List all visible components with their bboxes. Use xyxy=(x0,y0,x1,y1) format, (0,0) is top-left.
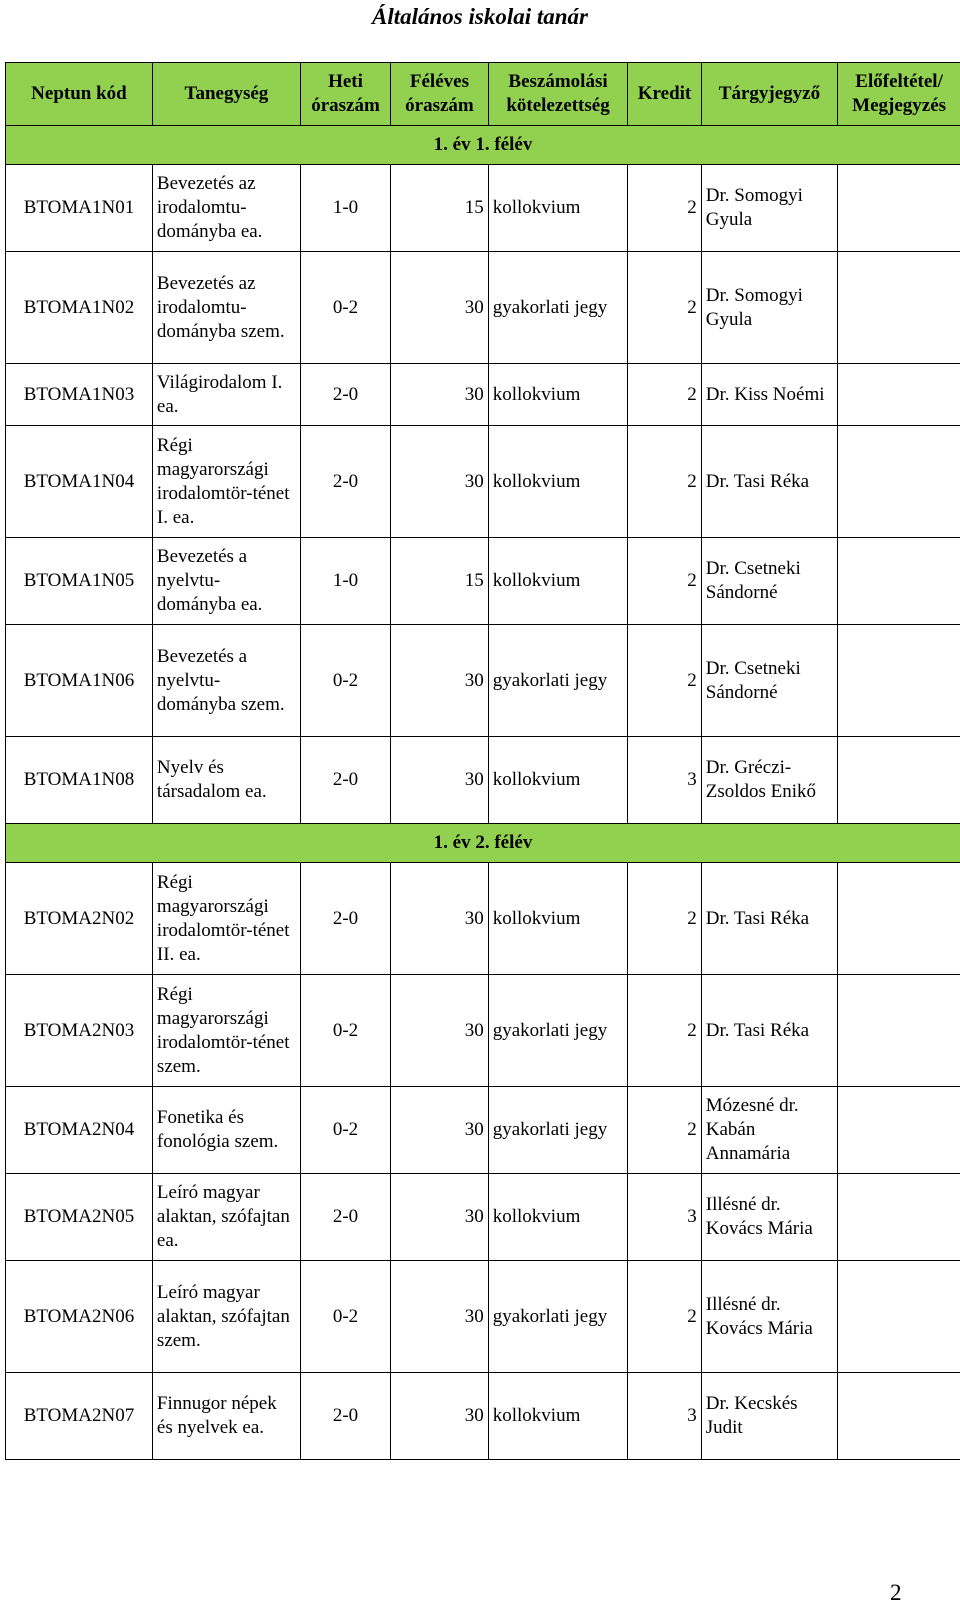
row-note xyxy=(838,1373,960,1460)
row-weekly-hours: 1-0 xyxy=(300,538,390,625)
row-code: BTOMA2N05 xyxy=(6,1174,153,1261)
header-semester-hours: Féléves óraszám xyxy=(391,63,489,126)
row-assessment: kollokvium xyxy=(488,426,628,538)
row-assessment: gyakorlati jegy xyxy=(488,975,628,1087)
row-unit: Régi magyarországi irodalomtör-ténet szem. xyxy=(152,975,300,1087)
row-code: BTOMA1N05 xyxy=(6,538,153,625)
row-credit: 3 xyxy=(628,1174,701,1261)
row-assessment: gyakorlati jegy xyxy=(488,1261,628,1373)
row-note xyxy=(838,426,960,538)
table-row xyxy=(6,165,960,252)
row-code: BTOMA1N02 xyxy=(6,252,153,364)
row-lecturer: Dr. Csetneki Sándorné xyxy=(701,625,837,737)
row-code: BTOMA1N03 xyxy=(6,364,153,426)
row-code: BTOMA2N06 xyxy=(6,1261,153,1373)
row-code: BTOMA1N08 xyxy=(6,737,153,824)
row-note xyxy=(838,863,960,975)
semester-row xyxy=(6,824,960,863)
row-note xyxy=(838,1087,960,1174)
row-semester-hours: 30 xyxy=(391,426,489,538)
table-row xyxy=(6,426,960,538)
row-credit: 2 xyxy=(628,252,701,364)
table-row xyxy=(6,863,960,975)
table-row xyxy=(6,1174,960,1261)
row-credit: 2 xyxy=(628,165,701,252)
row-weekly-hours: 0-2 xyxy=(300,1261,390,1373)
row-code: BTOMA1N01 xyxy=(6,165,153,252)
row-note xyxy=(838,737,960,824)
row-weekly-hours: 0-2 xyxy=(300,1087,390,1174)
table-row xyxy=(6,364,960,426)
page-title: Általános iskolai tanár xyxy=(371,4,588,29)
row-weekly-hours: 2-0 xyxy=(300,737,390,824)
table-body xyxy=(6,126,960,1460)
row-semester-hours: 30 xyxy=(391,1087,489,1174)
row-unit: Finnugor népek és nyelvek ea. xyxy=(152,1373,300,1460)
row-unit: Régi magyarországi irodalomtör-ténet II. ea. xyxy=(152,863,300,975)
row-semester-hours: 15 xyxy=(391,165,489,252)
row-credit: 2 xyxy=(628,1087,701,1174)
row-semester-hours: 30 xyxy=(391,625,489,737)
curriculum-table xyxy=(5,62,960,1460)
row-semester-hours: 30 xyxy=(391,364,489,426)
row-credit: 2 xyxy=(628,538,701,625)
table-row xyxy=(6,1373,960,1460)
row-weekly-hours: 2-0 xyxy=(300,863,390,975)
row-unit: Bevezetés az irodalomtu-dományba szem. xyxy=(152,252,300,364)
row-credit: 3 xyxy=(628,1373,701,1460)
row-weekly-hours: 2-0 xyxy=(300,364,390,426)
row-weekly-hours: 0-2 xyxy=(300,975,390,1087)
row-note xyxy=(838,1174,960,1261)
row-lecturer: Dr. Kiss Noémi xyxy=(701,364,837,426)
header-row xyxy=(6,63,960,126)
row-lecturer: Dr. Gréczi-Zsoldos Enikő xyxy=(701,737,837,824)
row-lecturer: Dr. Kecskés Judit xyxy=(701,1373,837,1460)
row-assessment: gyakorlati jegy xyxy=(488,1087,628,1174)
row-assessment: kollokvium xyxy=(488,1373,628,1460)
row-weekly-hours: 0-2 xyxy=(300,252,390,364)
row-credit: 2 xyxy=(628,625,701,737)
row-assessment: kollokvium xyxy=(488,737,628,824)
row-note xyxy=(838,165,960,252)
row-lecturer: Dr. Tasi Réka xyxy=(701,975,837,1087)
row-code: BTOMA2N04 xyxy=(6,1087,153,1174)
row-note xyxy=(838,538,960,625)
row-assessment: kollokvium xyxy=(488,1174,628,1261)
row-semester-hours: 30 xyxy=(391,975,489,1087)
row-semester-hours: 30 xyxy=(391,1261,489,1373)
row-lecturer: Mózesné dr. Kabán Annamária xyxy=(701,1087,837,1174)
header-lecturer: Tárgyjegyző xyxy=(701,63,837,126)
row-unit: Nyelv és társadalom ea. xyxy=(152,737,300,824)
row-credit: 2 xyxy=(628,863,701,975)
row-credit: 3 xyxy=(628,737,701,824)
header-code: Neptun kód xyxy=(6,63,153,126)
row-lecturer: Dr. Somogyi Gyula xyxy=(701,252,837,364)
semester-label: 1. év 2. félév xyxy=(6,824,960,863)
table-row xyxy=(6,625,960,737)
row-lecturer: Dr. Csetneki Sándorné xyxy=(701,538,837,625)
row-semester-hours: 30 xyxy=(391,1373,489,1460)
row-note xyxy=(838,625,960,737)
semester-label: 1. év 1. félév xyxy=(6,126,960,165)
page-number: 2 xyxy=(890,1580,902,1605)
table-row xyxy=(6,252,960,364)
row-credit: 2 xyxy=(628,364,701,426)
row-unit: Régi magyarországi irodalomtör-ténet I. ea. xyxy=(152,426,300,538)
row-unit: Bevezetés az irodalomtu-dományba ea. xyxy=(152,165,300,252)
row-unit: Bevezetés a nyelvtu-dományba szem. xyxy=(152,625,300,737)
row-assessment: kollokvium xyxy=(488,863,628,975)
row-weekly-hours: 2-0 xyxy=(300,1373,390,1460)
row-unit: Világirodalom I. ea. xyxy=(152,364,300,426)
row-weekly-hours: 2-0 xyxy=(300,426,390,538)
table-row xyxy=(6,737,960,824)
table-row xyxy=(6,538,960,625)
row-semester-hours: 30 xyxy=(391,737,489,824)
table-row xyxy=(6,1261,960,1373)
row-semester-hours: 30 xyxy=(391,252,489,364)
row-note xyxy=(838,252,960,364)
row-lecturer: Illésné dr. Kovács Mária xyxy=(701,1174,837,1261)
header-unit: Tanegység xyxy=(152,63,300,126)
header-credit: Kredit xyxy=(628,63,701,126)
row-note xyxy=(838,364,960,426)
row-weekly-hours: 2-0 xyxy=(300,1174,390,1261)
row-assessment: kollokvium xyxy=(488,165,628,252)
row-credit: 2 xyxy=(628,426,701,538)
row-semester-hours: 30 xyxy=(391,863,489,975)
row-unit: Leíró magyar alaktan, szófajtan ea. xyxy=(152,1174,300,1261)
row-code: BTOMA2N03 xyxy=(6,975,153,1087)
row-lecturer: Dr. Tasi Réka xyxy=(701,426,837,538)
row-credit: 2 xyxy=(628,975,701,1087)
row-assessment: kollokvium xyxy=(488,538,628,625)
row-lecturer: Illésné dr. Kovács Mária xyxy=(701,1261,837,1373)
table-row xyxy=(6,975,960,1087)
row-code: BTOMA1N06 xyxy=(6,625,153,737)
row-unit: Fonetika és fonológia szem. xyxy=(152,1087,300,1174)
row-assessment: gyakorlati jegy xyxy=(488,252,628,364)
row-assessment: kollokvium xyxy=(488,364,628,426)
row-lecturer: Dr. Somogyi Gyula xyxy=(701,165,837,252)
header-weekly-hours: Heti óraszám xyxy=(300,63,390,126)
table-row xyxy=(6,1087,960,1174)
row-code: BTOMA1N04 xyxy=(6,426,153,538)
row-semester-hours: 30 xyxy=(391,1174,489,1261)
row-credit: 2 xyxy=(628,1261,701,1373)
row-code: BTOMA2N07 xyxy=(6,1373,153,1460)
row-weekly-hours: 1-0 xyxy=(300,165,390,252)
semester-row xyxy=(6,126,960,165)
header-prerequisite: Előfeltétel/ Megjegyzés xyxy=(838,63,960,126)
row-unit: Bevezetés a nyelvtu-dományba ea. xyxy=(152,538,300,625)
row-lecturer: Dr. Tasi Réka xyxy=(701,863,837,975)
row-assessment: gyakorlati jegy xyxy=(488,625,628,737)
row-note xyxy=(838,975,960,1087)
row-unit: Leíró magyar alaktan, szófajtan szem. xyxy=(152,1261,300,1373)
row-weekly-hours: 0-2 xyxy=(300,625,390,737)
row-code: BTOMA2N02 xyxy=(6,863,153,975)
row-note xyxy=(838,1261,960,1373)
row-semester-hours: 15 xyxy=(391,538,489,625)
header-assessment: Beszámolási kötelezettség xyxy=(488,63,628,126)
